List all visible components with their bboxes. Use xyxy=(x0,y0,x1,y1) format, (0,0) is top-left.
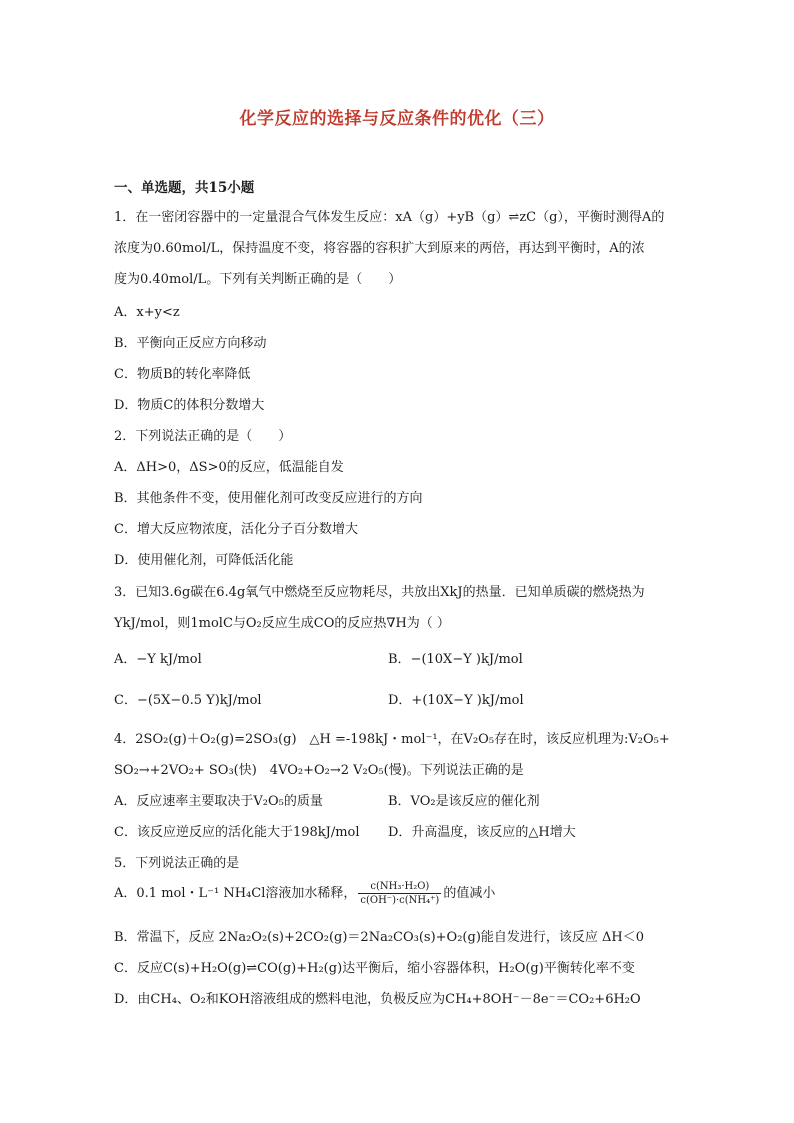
fraction-numerator: c(NH₃·H₂O) xyxy=(358,880,441,894)
fraction-denominator: c(OH⁻)·c(NH₄⁺) xyxy=(360,895,440,906)
q1-option-c: C．物质B的转化率降低 xyxy=(114,367,251,382)
q5-option-c: C．反应C(s)+H₂O(g)⇌CO(g)+H₂(g)达平衡后，缩小容器体积，H₂O(g)平衡转化率不变 xyxy=(114,961,635,976)
q3-stem-line-2: YkJ/mol，则1molC与O₂反应生成CO的反应热∇H为（ ） xyxy=(114,616,450,631)
q5-option-a-text: A．0.1 mol・L⁻¹ NH₄Cl溶液加水稀释， xyxy=(114,886,357,901)
q5-stem: 5．下列说法正确的是 xyxy=(114,856,240,871)
q3-option-c: C．−(5X−0.5 Y)kJ/mol xyxy=(114,693,262,708)
q4-option-d: D．升高温度，该反应的△H增大 xyxy=(388,825,576,840)
q2-option-b: B．其他条件不变，使用催化剂可改变反应进行的方向 xyxy=(114,491,423,506)
page-title: 化学反应的选择与反应条件的优化（三） xyxy=(239,109,555,129)
q2-option-a: A．ΔH>0，ΔS>0的反应，低温能自发 xyxy=(114,460,344,475)
section-heading: 一、单选题，共15小题 xyxy=(114,180,255,196)
q3-stem-line-1: 3．已知3.6g碳在6.4g氧气中燃烧至反应物耗尽，共放出XkJ的热量．已知单质碳的燃烧热为 xyxy=(114,585,645,600)
q5-option-a-fraction xyxy=(358,880,441,907)
q4-stem-line-2: SO₂→+2VO₂+ SO₃(快) 4VO₂+O₂→2 V₂O₅(慢)。下列说法正确的是 xyxy=(114,763,524,778)
q2-option-d: D．使用催化剂，可降低活化能 xyxy=(114,553,294,568)
q5-option-d: D．由CH₄、O₂和KOH溶液组成的燃料电池，负极反应为CH₄+8OH⁻－8e⁻＝CO₂+6H₂O xyxy=(114,992,641,1007)
q5-option-a-suffix: 的值减小 xyxy=(443,886,496,901)
q3-option-b: B．−(10X−Y )kJ/mol xyxy=(388,652,523,667)
q4-option-a: A．反应速率主要取决于V₂O₅的质量 xyxy=(114,794,323,809)
q4-option-b: B．VO₂是该反应的催化剂 xyxy=(388,794,540,809)
q5-option-a xyxy=(114,880,495,907)
q1-stem-line-1: 1．在一密闭容器中的一定量混合气体发生反应：xA（g）+yB（g）⇌zC（g），平衡时测得A的 xyxy=(114,210,665,225)
q1-option-d: D．物质C的体积分数增大 xyxy=(114,398,265,413)
q2-option-c: C．增大反应物浓度，活化分子百分数增大 xyxy=(114,522,358,537)
q1-stem-line-2: 浓度为0.60mol/L，保持温度不变，将容器的容积扩大到原来的两倍，再达到平衡时，A的浓 xyxy=(114,241,645,256)
q1-stem-line-3: 度为0.40mol/L。下列有关判断正确的是（ ） xyxy=(114,272,402,287)
q3-option-d: D．+(10X−Y )kJ/mol xyxy=(388,693,524,708)
q2-stem: 2．下列说法正确的是（ ） xyxy=(114,429,292,444)
q1-option-b: B．平衡向正反应方向移动 xyxy=(114,336,267,351)
q3-option-a: A．−Y kJ/mol xyxy=(114,652,202,667)
q4-option-c: C．该反应逆反应的活化能大于198kJ/mol xyxy=(114,825,360,840)
q4-stem-line-1: 4．2SO₂(g)＋O₂(g)=2SO₃(g) △H =-198kJ・mol⁻¹，在V₂O₅存在时，该反应机理为:V₂O₅+ xyxy=(114,732,670,747)
q1-option-a: A．x+y<z xyxy=(114,305,180,320)
q5-option-b: B．常温下，反应 2Na₂O₂(s)+2CO₂(g)＝2Na₂CO₃(s)+O₂(g)能自发进行，该反应 ΔH＜0 xyxy=(114,930,645,945)
